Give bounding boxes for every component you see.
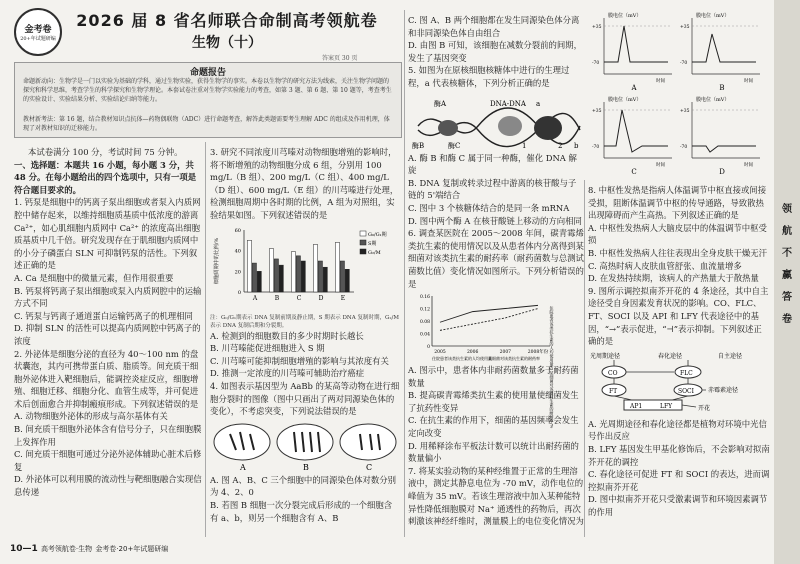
fig7-xlabel: 时间	[744, 163, 753, 168]
fig3-ytick: 40	[234, 248, 241, 255]
fig3-legend-swatch	[360, 249, 366, 254]
question-8-option-b: B. 中枢性发热病人往往表现出全身皮肤干燥无汗	[588, 247, 767, 258]
column-divider-1	[205, 142, 206, 537]
footer-label: 高考领航卷·生物	[40, 545, 93, 553]
question-9-option-b: B. LFY 基因发生甲基化修饰后，不会影响对拟南芥开花的调控	[588, 443, 770, 467]
fig4-label-c: C	[366, 462, 373, 472]
question-3-option-d: D. 推测一定浓度的川芎嗪可辅助治疗癌症	[210, 368, 365, 379]
side-tab-char-1: 领	[782, 204, 792, 215]
question-5-stem: 5. 如图为在原核细胞核糖体中进行的生理过程，a 代表核糖体，下列分析正确的是	[408, 65, 570, 88]
question-1-stem: 1. 钙泵是细胞中的钙离子泵出细胞或者泵入内质网腔中储存起来，以维持细胞质基质中低浓度的游离 Ca²⁺，如心肌细胞内质网中 Ca²⁺ 的浓度高出细胞质基质中几千倍。研究发现存在于肌细胞内质网中的小分子磷蛋白 SLN 可抑制钙泵的活性。下列叙述正确的是	[14, 197, 201, 271]
question-3-stem: 3. 研究不同浓度川芎嗪对动物细胞增殖的影响时，将不断增殖的动物细胞分成 6 组，分别用 100 mg/L（B 组）、200 mg/L（C 组）、400 mg/L（D 组）、600 mg/L（E 组）的川芎嗪进行处理，检测细胞周期中各时期的比例，A 组为对照组，实验结果如图。下列叙述错误的是	[210, 147, 399, 220]
fig7-ylabel: 膜电位（mV）	[696, 97, 730, 103]
fig9-ft: FT	[609, 387, 618, 395]
fig7-ylabel: 膜电位（mV）	[608, 97, 642, 103]
fig6-ytick: 0.16	[419, 295, 430, 301]
fig9-lfy: LFY	[660, 402, 673, 410]
fig7-ylabel: 膜电位（mV）	[608, 13, 642, 19]
question-1-option-d: D. 抑制 SLN 的活性可以提高内质网腔中钙离子的浓度	[14, 323, 201, 346]
figure-4-cell-division	[210, 420, 400, 472]
question-4-option-b: B. 若图 B 细胞一次分裂完成后形成的一个细胞含有 a、b，则另一个细胞含有 A、B	[210, 499, 393, 523]
fig6-legend-label: 某细菌对该类抗生素的耐药率	[488, 356, 540, 362]
column-3	[408, 14, 584, 528]
fig9-api: AP1	[630, 402, 643, 410]
column-divider-2	[404, 10, 405, 537]
fig3-bar	[323, 267, 327, 292]
question-2-option-c: C. 间充质干细胞可通过分泌外泌体辅助心脏术后修复	[14, 449, 202, 472]
fig7-tick-bottom: -70	[680, 145, 688, 150]
fig6-xtick: 2006	[466, 350, 479, 356]
fig7-graph	[680, 96, 760, 176]
page-footer	[10, 544, 168, 554]
fig3-bar	[313, 244, 317, 292]
fig6-xtick: 2008年份	[527, 350, 549, 356]
side-tab	[774, 0, 800, 564]
fig3-xtick: C	[296, 294, 302, 302]
side-tab-char-2: 航	[782, 226, 792, 237]
side-tab-char-3: 不	[782, 248, 792, 259]
fig7-graph	[592, 12, 672, 92]
fig3-xtick: D	[318, 294, 324, 302]
fig3-ytick: 0	[237, 289, 241, 296]
fig7-xlabel: 时间	[656, 163, 665, 168]
fig7-trace	[604, 110, 668, 152]
report-title: 命题报告	[189, 68, 226, 78]
logo-sub-text: 20+年试题研编	[20, 36, 56, 42]
question-9-option-c: C. 春化途径可促进 FT 和 SOCI 的表达，进而调控拟南芥开花	[588, 469, 770, 492]
fig7-graph	[680, 12, 760, 92]
side-tab-char-5: 答	[782, 292, 792, 303]
fig3-xtick: E	[340, 294, 346, 302]
fig7-tick-top: +35	[592, 109, 602, 114]
fig5-a-label: a	[536, 99, 541, 108]
question-8-option-c: C. 高热时病人皮肤血管舒张、血流量增多	[588, 260, 742, 271]
fig6-ytick: 0.08	[419, 320, 430, 326]
question-2-option-a: A. 动物细胞外泌体的形成与高尔基体有关	[14, 411, 168, 422]
fig3-bar	[269, 248, 273, 291]
question-3-option-c: C. 川芎嗪可能抑制细胞增殖的影响与其浓度有关	[210, 355, 389, 366]
fig5-enzyme-b: 酶B	[412, 141, 425, 150]
fig6-ytick: 0.04	[419, 332, 430, 338]
fig6-xtick: 2007	[499, 350, 512, 356]
fig3-xtick: B	[274, 294, 280, 302]
fig9-flower: 开花	[698, 404, 711, 412]
fig5-enzyme-c: 酶C	[448, 141, 461, 150]
question-1-option-c: C. 钙泵与钙离子通道蛋白运输钙离子的机理相同	[14, 310, 193, 321]
fig5-label-1: 1	[522, 141, 527, 150]
fig3-bar	[340, 261, 344, 292]
column-2	[210, 146, 400, 524]
question-5-option-d: D. 图中两个酶 A 在核苷酸链上移动的方向相同	[408, 215, 582, 226]
column-divider-3	[584, 180, 585, 537]
answer-page-tag: 答案页 30 页	[322, 55, 358, 62]
side-tab-char-6: 卷	[782, 314, 792, 325]
fig9-soci: SOCI	[678, 387, 694, 395]
question-6-option-a: A. 图示中，患者体内非耐药菌数量多于耐药菌数量	[408, 365, 579, 388]
fig7-trace	[692, 34, 756, 62]
fig9-vern: 春化途径	[658, 352, 683, 360]
question-1-option-b: B. 钙泵将钙离子泵出细胞或泵入内质网腔中的运输方式不同	[14, 285, 202, 309]
column-4	[588, 184, 770, 518]
fig3-bar	[318, 261, 322, 292]
question-8-option-d: D. 在发热持续期，该病人的产热量大于散热量	[588, 273, 759, 284]
fig6-series-line	[440, 305, 538, 322]
fig3-bar	[279, 265, 283, 292]
fig7-tick-top: +35	[680, 25, 690, 30]
fig7-graph	[592, 96, 672, 176]
fig7-option-label: D	[719, 168, 725, 176]
question-5-option-a: A. 酶 B 和酶 C 属于同一种酶，催化 DNA 解旋	[408, 152, 577, 176]
question-8-option-a: A. 中枢性发热病人大脑皮层中的体温调节中枢受损	[588, 222, 767, 246]
fig3-bar	[296, 255, 300, 291]
fig3-ylabel: 细胞周期中的比例/%	[214, 237, 220, 284]
question-8-stem: 8. 中枢性发热是指病人体温调节中枢直接或间接受损，阻断体温调节中枢的传导通路，导致散热出现障碍而产生高热。下列叙述正确的是	[588, 185, 767, 221]
fig3-legend-swatch	[360, 240, 366, 245]
fig7-option-label: A	[631, 84, 637, 92]
question-3-option-a: A. 检测到的细胞数目的多少时期时长越长	[210, 330, 364, 341]
fig5-enzyme-a: 酶A	[434, 99, 447, 108]
figure-5-transcription-translation	[408, 92, 584, 150]
question-9-option-d: D. 图中拟南芥开花只受激素调节和环境因素调节的作用	[588, 494, 768, 517]
fig9-light: 光周期途径	[590, 352, 621, 360]
question-1-option-a: A. Ca 是细胞中的微量元素，但作用很重要	[14, 272, 174, 283]
fig3-legend-label: S期	[368, 240, 377, 247]
fig3-legend-label: G₂/M	[368, 249, 381, 256]
proposition-report	[14, 62, 402, 138]
fig9-flc: FLC	[680, 369, 693, 377]
question-7-stem: 7. 将某实验动物的某种经维置于正常的生理溶液中，测定其静息电位为 -70 mV，动作电位的峰值为 35 mV。若该生理溶液中加入某种能特异性降低细胞膜对 Na⁺ 通透性的药物后，再次刺激该神经纤维时，测量膜上的电位变化情况为	[408, 465, 584, 527]
question-2-option-d: D. 外泌体可以利用膜的流动性与靶细胞融合实现信息传递	[14, 474, 202, 498]
brand-logo	[14, 8, 62, 56]
fig7-xlabel: 时间	[744, 79, 753, 84]
fig3-bar	[252, 263, 256, 292]
fig3-ytick: 60	[234, 227, 241, 234]
fig3-bar	[274, 258, 278, 291]
fig6-series-line	[440, 309, 538, 331]
fig4-label-b: B	[303, 462, 309, 472]
side-tab-char-4: 赢	[782, 270, 792, 281]
question-5-option-c: C. 图中 3 个核糖体结合的是同一条 mRNA	[408, 202, 570, 213]
exam-title: 2026 届 8 省名师联合命制高考领航卷	[76, 11, 378, 30]
footer-page-number: 10—1	[10, 544, 38, 554]
question-4-option-a: A. 图 A、B、C 三个细胞中的同源染色体对数分别为 4、2、0	[210, 474, 397, 498]
question-4-stem: 4. 如图表示基因型为 AaBb 的某高等动物在进行细胞分裂时的图像（图中只画出了两对同源染色体的变化），不考虑突变，下列说法错误的是	[210, 380, 400, 417]
fig3-bar	[345, 269, 349, 292]
question-4-option-c: C. 图 A、B 两个细胞都在发生同源染色体分离和非同源染色体自由组合	[408, 15, 580, 38]
report-line-2: 教材新考法：第 16 题，结合教材知识点抗体—药物偶联物（ADC）进行命题考查，解答此类题需要考生理解 ADC 的组成及作用机理，体现了对教材知识的迁移能力。	[23, 116, 390, 132]
figure-7-membrane-potential	[592, 12, 768, 178]
fig3-legend-swatch	[360, 231, 366, 236]
fig7-tick-top: +35	[680, 109, 690, 114]
fig7-option-label: C	[631, 168, 637, 176]
fig7-trace	[604, 26, 668, 62]
question-9-stem: 9. 图所示调控拟南芥开花的 4 条途径，其中自主途径受自身因素发育状况的影响。CO、FLC、FT、SOCI 以及 API 和 LFY 代表途径中的基因，“→”表示促进，“⊣”表示抑制。下列叙述正确的是	[588, 285, 769, 347]
report-line-1: 命题新动向：生物学是一门以实验为基础的学科，通过生物实验，获得生物学的事实。本卷以生物学的研究方法为线索，关注生物学问题的探究和科学思维，考查学生的科学探究和生物学理论。本套试卷注重对生物学实验能力的考查，如第 3 题、第 6 题、第 10 题等，考查考生的实验设计、实验结果分析、实验结论归纳等能力。	[23, 78, 392, 103]
question-2-stem: 2. 外泌体是细胞分泌的直径为 40～100 nm 的盘状囊泡，其内可携带蛋白质、脂质等。间充质干细胞外泌体进入靶细胞后，能调控炎症反应，细胞增殖、细胞迁移、细胞分化、血管生成等，并可促进术后创面愈合并抑制瘢痕形成。下列叙述错误的是	[14, 348, 199, 409]
question-5-option-b: B. DNA 复制或转录过程中游离的核苷酸与子链的 5'端结合	[408, 177, 577, 201]
fig6-ytick: 0.12	[419, 307, 430, 313]
figure-3-bar-chart	[210, 224, 400, 312]
fig5-label-b: b	[574, 141, 579, 150]
figure-9-flowering-pathways	[588, 350, 770, 416]
fig3-ytick: 20	[234, 268, 241, 275]
fig3-bar	[257, 271, 261, 292]
fig6-ytick: 0	[427, 345, 430, 351]
fig3-bar	[335, 242, 339, 292]
fig3-legend-label: G₀/G₁期	[368, 231, 387, 238]
fig3-bar	[247, 240, 251, 292]
question-6-option-c: C. 在抗生素的作用下，细菌的基因频率会发生定向改变	[408, 415, 579, 439]
fig3-xtick: A	[252, 294, 258, 302]
question-4-option-d: D. 由图 B 可知，该细胞在减数分裂前的间期，发生了基因突变	[408, 40, 582, 63]
fig6-ylabel: 住院患者该类抗生素的人均使用量/g 某细菌对该类抗生素的耐药率/%	[549, 306, 555, 429]
fig7-tick-bottom: -70	[592, 61, 600, 66]
exam-subject: 生物（十）	[192, 35, 262, 51]
fig5-dna-label: DNA-DNA	[490, 99, 526, 108]
fig7-tick-top: +35	[592, 25, 602, 30]
fig9-gib: 赤霉素途径	[708, 386, 739, 394]
fig7-tick-bottom: -70	[680, 61, 688, 66]
fig6-xtick: 2005	[434, 350, 446, 356]
fig9-co: CO	[608, 369, 618, 377]
fig6-legend-label: 住院患者该类抗生素的人均使用量	[432, 356, 492, 362]
fig7-trace	[692, 146, 756, 152]
question-6-option-d: D. 用稀释涂布平板法计数可以统计出耐药菌的数量偏小	[408, 440, 579, 464]
fig7-option-label: B	[719, 84, 725, 92]
question-2-option-b: B. 间充质干细胞外泌体含有信号分子，只在细胞膜上发挥作用	[14, 424, 202, 447]
question-6-stem: 6. 调查某医院在 2005～2008 年间，碳青霉烯类抗生素的使用情况以及从患者体内分离得到某细菌对该类抗生素的耐药率（耐药菌数与总测试菌数比值）变化情况如图所示。下列分析错误的是	[408, 228, 584, 289]
fig3-bar	[291, 251, 295, 291]
question-9-option-a: A. 光周期途径和春化途径都是植物对环境中光信号作出反应	[588, 418, 767, 442]
question-3-option-b: B. 川芎嗪能促进细胞进入 S 期	[210, 343, 325, 354]
fig7-xlabel: 时间	[656, 79, 665, 84]
figure-3-note: 注：G₀/G₁期表示 DNA 复制前期及静止期，S 期表示 DNA 复制时期，G₂/M 表示 DNA 复制后期和分裂期。	[210, 314, 400, 329]
section-1-heading: 一、选择题：本题共 16 小题，每小题 3 分，共 48 分。在每小题给出的四个选项中，只有一项是符合题目要求的。	[14, 159, 197, 195]
footer-small: 金考卷·20+年试题研编	[95, 545, 169, 553]
fig7-tick-bottom: -70	[592, 145, 600, 150]
fig4-label-a: A	[240, 462, 246, 472]
question-6-option-b: B. 提高碳青霉烯类抗生素的使用量使细菌发生了抗药性变异	[408, 390, 579, 413]
logo-main-text: 金考卷	[24, 25, 52, 35]
fig9-auto: 自主途径	[718, 352, 743, 360]
column-1	[14, 146, 202, 499]
fig3-bar	[301, 261, 305, 292]
fig5-label-2: 2	[558, 141, 563, 150]
exam-intro: 本试卷满分 100 分，考试时间 75 分钟。	[28, 147, 183, 157]
fig7-ylabel: 膜电位（mV）	[696, 13, 730, 19]
